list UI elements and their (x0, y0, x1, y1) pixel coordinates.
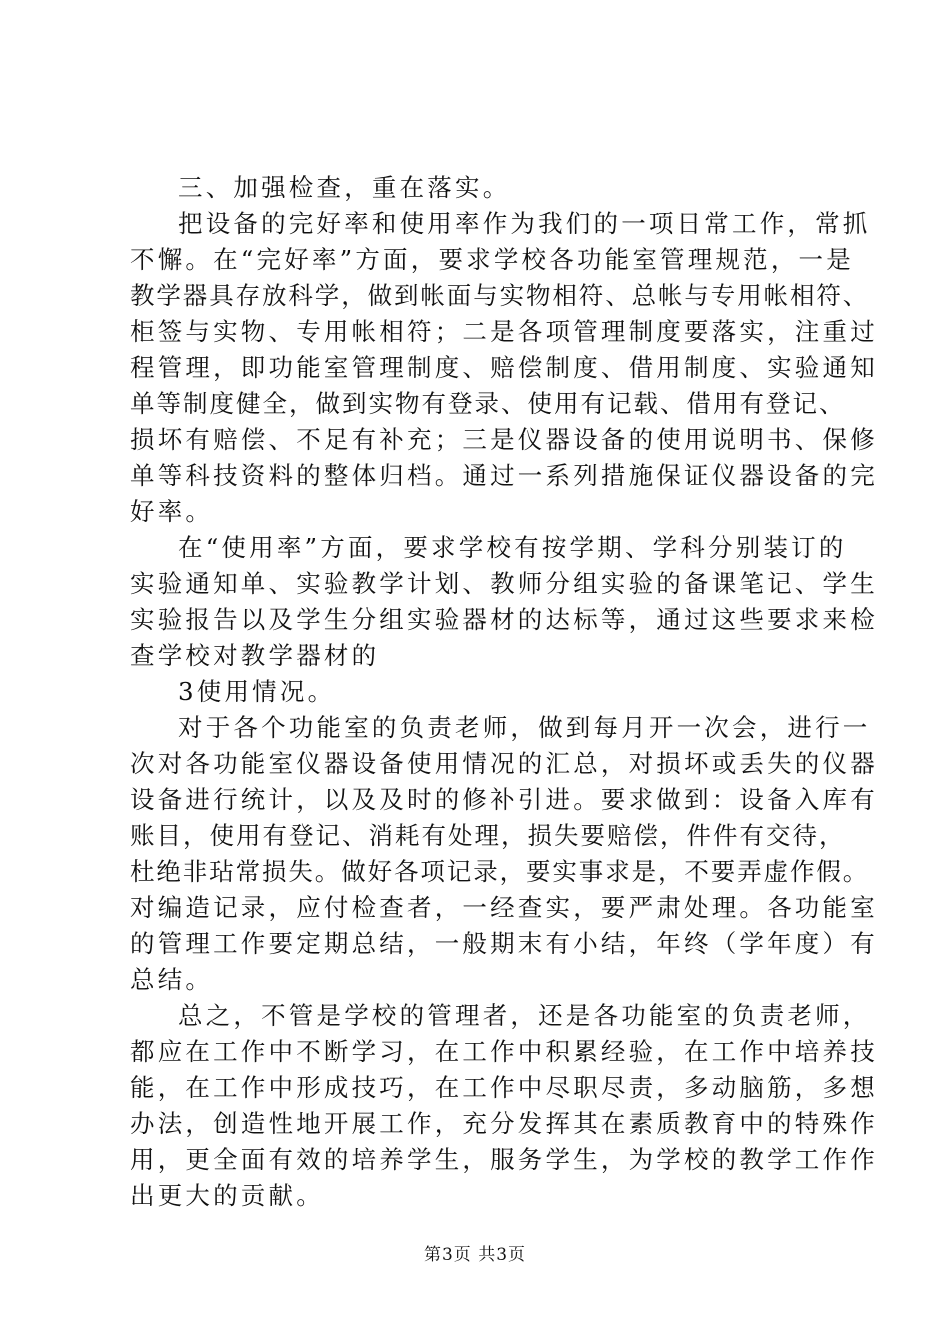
text-line: 单等科技资料的整体归档。通过一系列措施保证仪器设备的完 (130, 461, 878, 490)
text-line: 把设备的完好率和使用率作为我们的一项日常工作，常抓 (178, 209, 871, 238)
text-line: 总之，不管是学校的管理者，还是各功能室的负责老师， (178, 1001, 871, 1030)
text-line: 在“使用率”方面，要求学校有按学期、学科分别装订的 (178, 533, 847, 562)
text-line: 单等制度健全，做到实物有登录、使用有记载、借用有登记、 (130, 389, 846, 418)
text-line: 实验通知单、实验教学计划、教师分组实验的备课笔记、学生 (130, 569, 878, 598)
text-line: 程管理，即功能室管理制度、赔偿制度、借用制度、实验通知 (130, 353, 878, 382)
text-line: 对编造记录，应付检查者，一经查实，要严肃处理。各功能室 (130, 893, 878, 922)
text-line: 的管理工作要定期总结，一般期末有小结，年终（学年度）有 (130, 929, 878, 958)
text-line: 对于各个功能室的负责老师，做到每月开一次会，进行一 (178, 713, 871, 742)
text-line: 用，更全面有效的培养学生，服务学生，为学校的教学工作作 (130, 1145, 878, 1174)
document-body (130, 170, 878, 1214)
text-line: 查学校对教学器材的 (130, 641, 380, 670)
text-line: 实验报告以及学生分组实验器材的达标等，通过这些要求来检 (130, 605, 878, 634)
text-line: 能，在工作中形成技巧，在工作中尽职尽责，多动脑筋，多想 (130, 1073, 878, 1102)
text-line: 教学器具存放科学，做到帐面与实物相符、总帐与专用帐相符、 (130, 281, 870, 310)
text-line: 办法，创造性地开展工作，充分发挥其在素质教育中的特殊作 (130, 1109, 878, 1138)
text-line: 不懈。在“完好率”方面，要求学校各功能室管理规范，一是 (130, 245, 854, 274)
text-line: 设备进行统计，以及及时的修补引进。要求做到：设备入库有 (130, 785, 878, 814)
text-line: 好率。 (130, 497, 214, 526)
text-line: 账目，使用有登记、消耗有处理，损失要赔偿，件件有交待， (130, 821, 846, 850)
text-line: 总结。 (130, 965, 214, 994)
text-line: 柜签与实物、专用帐相符；二是各项管理制度要落实，注重过 (130, 317, 878, 346)
text-line: 都应在工作中不断学习，在工作中积累经验，在工作中培养技 (130, 1037, 878, 1066)
text-line: 杜绝非玷常损失。做好各项记录，要实事求是，不要弄虚作假。 (130, 857, 870, 886)
text-line: 次对各功能室仪器设备使用情况的汇总，对损坏或丢失的仪器 (130, 749, 878, 778)
text-line: 出更大的贡献。 (130, 1181, 324, 1210)
text-line: 损坏有赔偿、不足有补充；三是仪器设备的使用说明书、保修 (130, 425, 878, 454)
section-heading: 三、加强检查，重在落实。 (178, 173, 511, 202)
page-number-footer: 第3页 共3页 (423, 1245, 527, 1265)
text-line: 3使用情况。 (178, 677, 336, 706)
